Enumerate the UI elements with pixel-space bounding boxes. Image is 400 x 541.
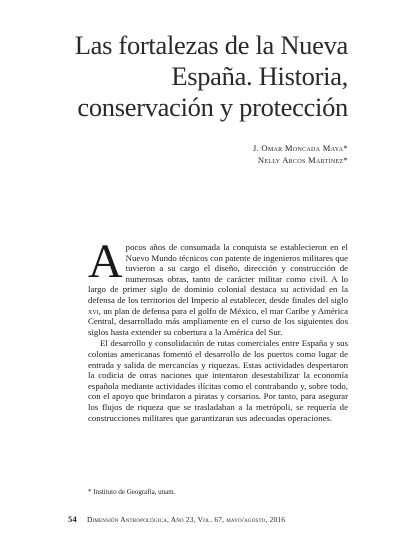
paragraph-2: El desarrollo y consolidación de rutas comerciales entre España y sus colonias americanas fomentó el desarrollo de los puertos como lugar de entrada y salida de mercancías y riquezas. Estas actividades despertaron la codicia de otras naciones que intentaron desestabilizar la economía española mediante actividades ilícitas como el contrabando y, sobre todo, con el apoyo que brindaron a piratas y corsarios. Por tanto, para asegurar los flujos de riqueza que se trasladaban a la metrópoli, se requería de construcciones militares que garantizaran sus adecuadas operaciones.: [88, 338, 348, 423]
title-line-2: España. Historia,: [171, 61, 348, 91]
article-body: [88, 235, 348, 423]
century-numeral: xvi: [88, 305, 99, 316]
author-1: J. Omar Moncada Maya*: [252, 143, 348, 153]
page-footer: [68, 514, 285, 525]
authors: [253, 142, 348, 166]
drop-cap: A: [88, 235, 123, 288]
paragraph-1-text: pocos años de consumada la conquista se establecieron en el Nuevo Mundo técnicos con patente de ingenieros militares que tuvieron a su cargo el diseño, dirección y construcción de numerosas obras, tanto de carácter militar como civil. A lo largo de primer siglo de dominio colonial destaca su actividad en la defensa de los territorios del Imperio al establecer, desde finales del siglo: [88, 242, 348, 305]
page-number: 54: [68, 514, 77, 524]
title-line-1: Las fortalezas de la Nueva: [74, 30, 348, 60]
title-line-3: conservación y protección: [77, 92, 348, 122]
journal-citation: Dimensión Antropológica, Año 23, Vol. 67, mayo/agosto, 2016: [86, 515, 286, 524]
author-2: Nelly Arcos Martínez*: [257, 155, 348, 165]
footnote: * Instituto de Geografía, unam.: [88, 488, 176, 496]
article-title: [48, 30, 348, 123]
paragraph-1: [88, 235, 348, 337]
paragraph-1-end: , un plan de defensa para el golfo de México, el mar Caribe y América Central, desarrollado más ampliamente en el curso de los siguientes dos siglos hasta extender su cobertura a la América del Sur.: [88, 305, 348, 337]
